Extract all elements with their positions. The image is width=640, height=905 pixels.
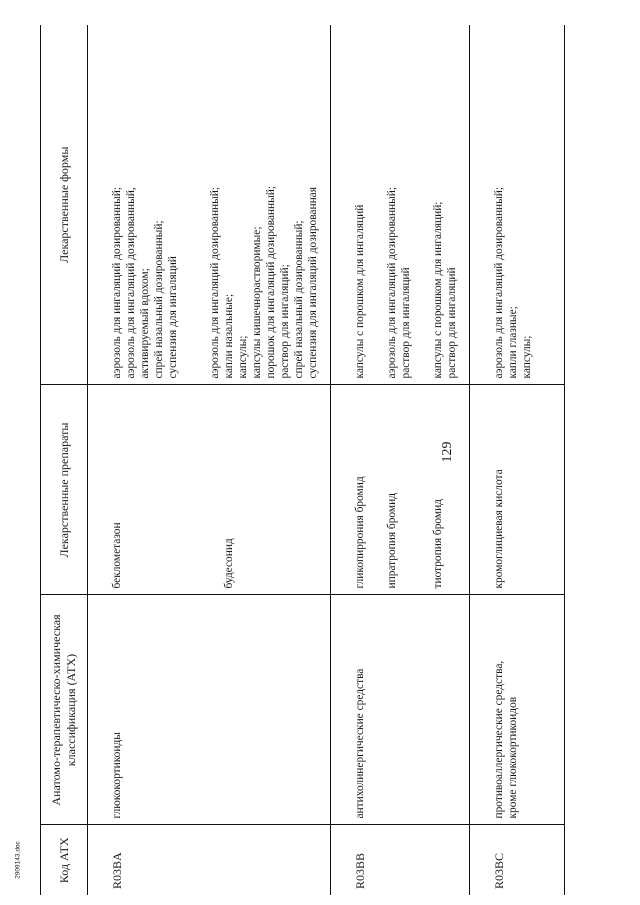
drug-name: кромоглициевая кислота	[493, 469, 505, 589]
drug-name: будесонид	[223, 538, 235, 589]
drug-name: беклометазон	[111, 522, 123, 589]
drug-names	[331, 385, 470, 595]
document-id: 2909143.doc	[14, 841, 22, 879]
drug-name: ипратропия бромид	[386, 492, 398, 589]
table-row	[331, 25, 470, 895]
table-header-row	[41, 25, 88, 895]
drug-names	[88, 385, 331, 595]
atc-code: R03BC	[470, 825, 565, 895]
atc-code: R03BB	[331, 825, 470, 895]
drug-name: гликопиррония бромид	[354, 476, 366, 589]
atc-code: R03BA	[88, 825, 331, 895]
atc-classification: антихолинергические средства	[331, 595, 470, 825]
dosage-forms: капсулы с порошком для ингаляций аэрозоль для ингаляций дозированный; раствор для ингаляций капсулы с порошком для ингаляций; раствор для ингаляций	[331, 25, 470, 385]
table-row	[88, 25, 331, 895]
rotated-table-area	[40, 25, 596, 895]
column-header-drugs: Лекарственные препараты	[41, 385, 88, 595]
column-header-forms: Лекарственные формы	[41, 25, 88, 385]
drug-name: тиотропия бромид	[432, 499, 444, 589]
atc-classification: противоаллергические средства, кроме глюкокортикоидов	[470, 595, 565, 825]
column-header-code: Код АТХ	[41, 825, 88, 895]
column-header-classification: Анатомо-терапевтическо-химическая классификация (АТХ)	[41, 595, 88, 825]
table-row	[470, 25, 565, 895]
atc-classification: глюкокортикоиды	[88, 595, 331, 825]
dosage-forms: аэрозоль для ингаляций дозированный; аэрозоль для ингаляций дозированный, активируемый вдохом; спрей назальный дозированный; суспензия для ингаляций аэрозоль для ингаляций дозированный; капли назальные; капсулы; капсулы кишечнорастворимые; порошок для ингаляций дозированный; раствор для ингаляций; спрей назальный дозированный; суспензия для ингаляций дозированная	[88, 25, 331, 385]
page-number: 129	[440, 441, 455, 463]
dosage-forms: аэрозоль для ингаляций дозированный; капли глазные; капсулы;	[470, 25, 565, 385]
drug-classification-table	[40, 25, 565, 895]
drug-names	[470, 385, 565, 595]
